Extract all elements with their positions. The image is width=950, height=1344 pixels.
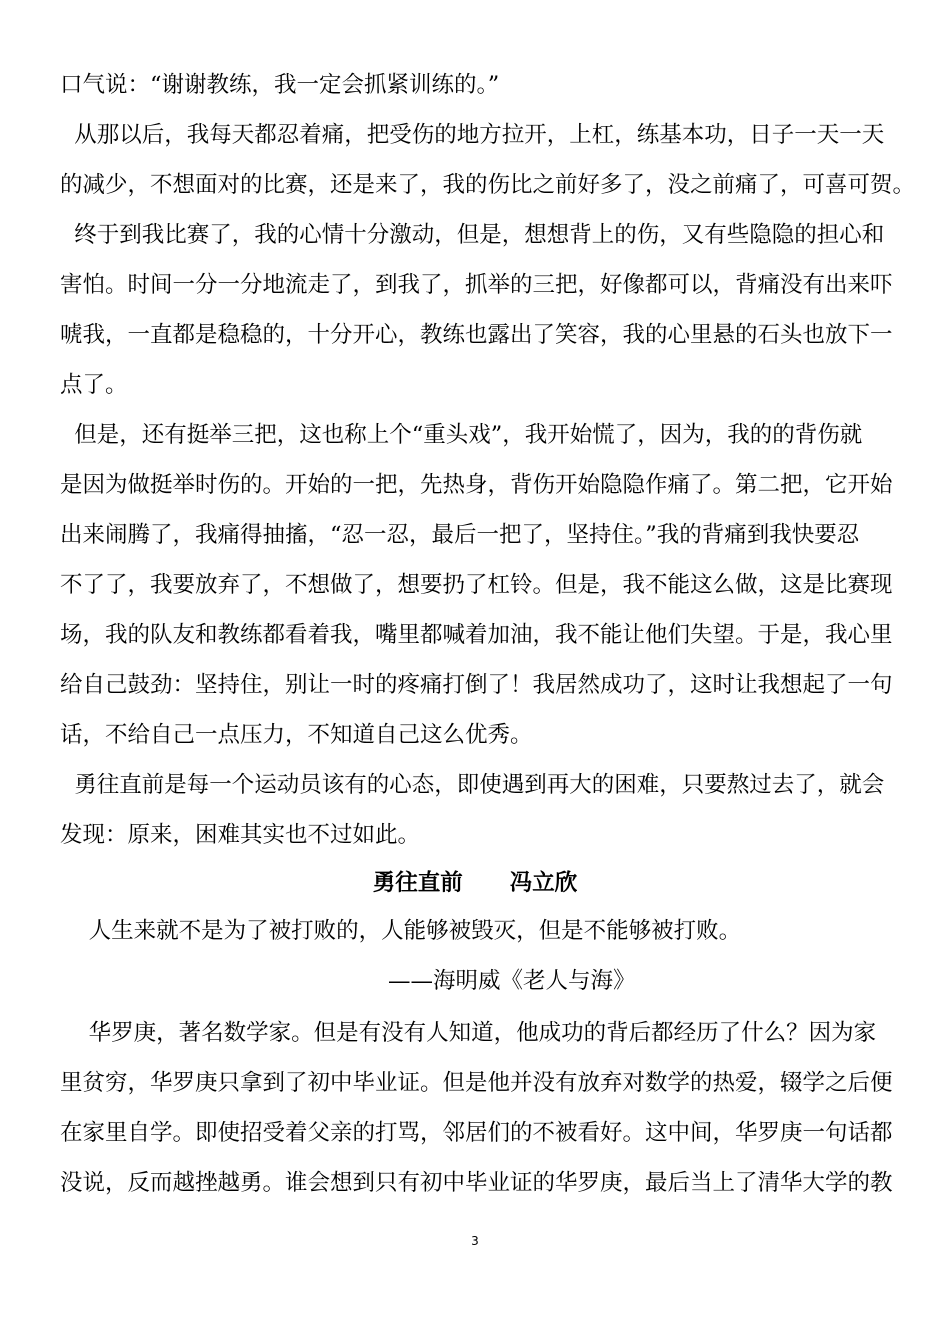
essay1-line-1: 口气说：“谢谢教练，我一定会抓紧训练的。” [60,72,500,98]
essay2-line-3: 在家里自学。即使招受着父亲的打骂，邻居们的不被看好。这中间，华罗庚一句话都 [60,1120,893,1146]
essay1-line-2: 从那以后，我每天都忍着痛，把受伤的地方拉开，上杠，练基本功，日子一天一天 [60,122,885,148]
essay1-line-8: 但是，还有挺举三把，这也称上个“重头戏”，我开始慌了，因为，我的的背伤就 [60,422,863,448]
essay1-line-5: 害怕。时间一分一分地流走了，到我了，抓举的三把，好像都可以，背痛没有出来吓 [60,272,893,298]
essay1-line-6: 唬我，一直都是稳稳的，十分开心，教练也露出了笑容，我的心里悬的石头也放下一 [60,322,893,348]
essay1-line-12: 场，我的队友和教练都看着我，嘴里都喊着加油，我不能让他们失望。于是，我心里 [60,622,893,648]
essay2-line-2: 里贫穷，华罗庚只拿到了初中毕业证。但是他并没有放弃对数学的热爱，辍学之后便 [60,1070,893,1096]
essay1-line-9: 是因为做挺举时伤的。开始的一把，先热身，背伤开始隐隐作痛了。第二把，它开始 [60,472,893,498]
essay2-epigraph: 人生来就不是为了被打败的，人能够被毁灭，但是不能够被打败。 [60,918,742,944]
essay1-line-7: 点了。 [60,372,128,398]
essay1-line-11: 不了了，我要放弃了，不想做了，想要扔了杠铃。但是，我不能这么做，这是比赛现 [60,572,893,598]
essay1-line-14: 话，不给自己一点压力，不知道自己这么优秀。 [60,722,533,748]
essay1-line-3: 的减少，不想面对的比赛，还是来了，我的伤比之前好多了，没之前痛了，可喜可贺。 [60,172,916,198]
essay1-line-13: 给自己鼓劲：坚持住，别让一时的疼痛打倒了！我居然成功了，这时让我想起了一句 [60,672,893,698]
essay2-line-4: 没说，反而越挫越勇。谁会想到只有初中毕业证的华罗庚，最后当上了清华大学的教 [60,1170,893,1196]
essay1-line-10: 出来闹腾了，我痛得抽搐，“忍一忍，最后一把了，坚持住。”我的背痛到我快要忍 [60,522,860,548]
page-number: 3 [471,1234,479,1248]
epigraph-source: ——海明威《老人与海》 [388,968,636,994]
essay2-title: 勇往直前 冯立欣 [372,870,578,896]
essay1-line-4: 终于到我比赛了，我的心情十分激动，但是，想想背上的伤，又有些隐隐的担心和 [60,222,885,248]
essay1-line-16: 发现：原来，困难其实也不过如此。 [60,822,421,848]
essay1-line-15: 勇往直前是每一个运动员该有的心态，即使遇到再大的困难，只要熬过去了，就会 [60,772,885,798]
essay2-line-1: 华罗庚，著名数学家。但是有没有人知道，他成功的背后都经历了什么？因为家 [60,1020,877,1046]
